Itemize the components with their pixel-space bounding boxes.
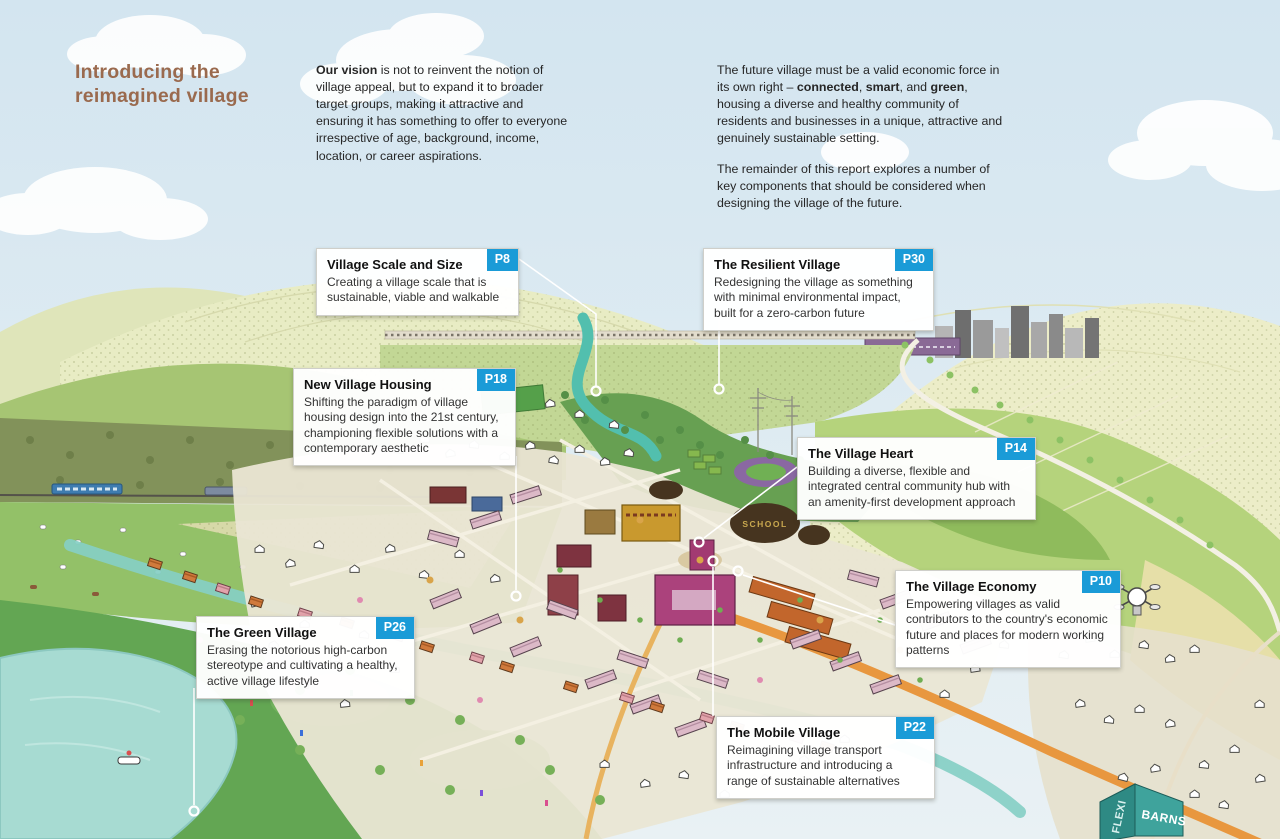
barns-label: BARNS <box>1140 807 1188 829</box>
callout-body: Creating a village scale that is sustainable, viable and walkable <box>327 275 500 305</box>
callout-new-village-housing <box>293 368 516 466</box>
intro-right-p1: The future village must be a valid economic force in its own right – connected, smart, and green, housing a diverse and healthy community of residents and businesses in a unique, attractive and genuinely sustainable setting. <box>717 63 1003 146</box>
callout-village-economy <box>895 570 1121 668</box>
callout-title: The Village Economy <box>906 579 1037 594</box>
callout-body: Empowering villages as valid contributors to the country's economic future and places for modern working patterns <box>906 597 1108 657</box>
school-building <box>730 503 800 543</box>
school-label: SCHOOL <box>742 519 788 529</box>
page-title: Introducing the reimagined village <box>75 61 249 108</box>
callout-village-heart <box>797 437 1036 520</box>
nursery-building <box>649 481 683 500</box>
callout-title: The Resilient Village <box>714 257 841 272</box>
callout-mobile-village <box>716 716 935 799</box>
callout-body: Erasing the notorious high-carbon stereotype and cultivating a healthy, active village lifestyle <box>207 643 398 688</box>
callout-resilient-village <box>703 248 934 331</box>
callout-green-village <box>196 616 415 699</box>
callout-body: Reimagining village transport infrastructure and introducing a range of sustainable alternatives <box>727 743 900 788</box>
flexi-label: FLEXI <box>1110 799 1129 835</box>
page-badge: P22 <box>896 717 934 739</box>
intro-paragraph-left: Our vision is not to reinvent the notion of village appeal, but to expand it to broader target groups, making it attractive and ensuring it has something to offer to everyone irrespective of age, background, income, location, or career aspirations. <box>316 63 568 163</box>
page-badge: P14 <box>997 438 1035 460</box>
callout-title: The Village Heart <box>808 446 914 461</box>
page-badge: P8 <box>487 249 518 271</box>
page-badge: P30 <box>895 249 933 271</box>
railway-viaduct <box>385 331 915 339</box>
intro-paragraphs-right <box>717 62 1003 225</box>
callout-title: New Village Housing <box>304 377 432 392</box>
callout-body: Shifting the paradigm of village housing design into the 21st century, championing flexible solutions with a contemporary aesthetic <box>304 395 499 455</box>
page-badge: P18 <box>477 369 515 391</box>
callout-village-scale <box>316 248 519 316</box>
page-badge: P26 <box>376 617 414 639</box>
running-track <box>734 457 798 487</box>
intro-lead: Our vision <box>316 63 378 77</box>
callout-body: Building a diverse, flexible and integrated central community hub with an amenity-first development approach <box>808 464 1016 509</box>
intro-right-p2: The remainder of this report explores a number of key components that should be considered when designing the village of the future. <box>717 161 990 210</box>
callout-title: Village Scale and Size <box>327 257 463 272</box>
market-hall <box>622 505 680 541</box>
page-badge: P10 <box>1082 571 1120 593</box>
callout-title: The Mobile Village <box>727 725 841 740</box>
callout-title: The Green Village <box>207 625 317 640</box>
callout-body: Redesigning the village as something with minimal environmental impact, built for a zero-carbon future <box>714 275 913 320</box>
